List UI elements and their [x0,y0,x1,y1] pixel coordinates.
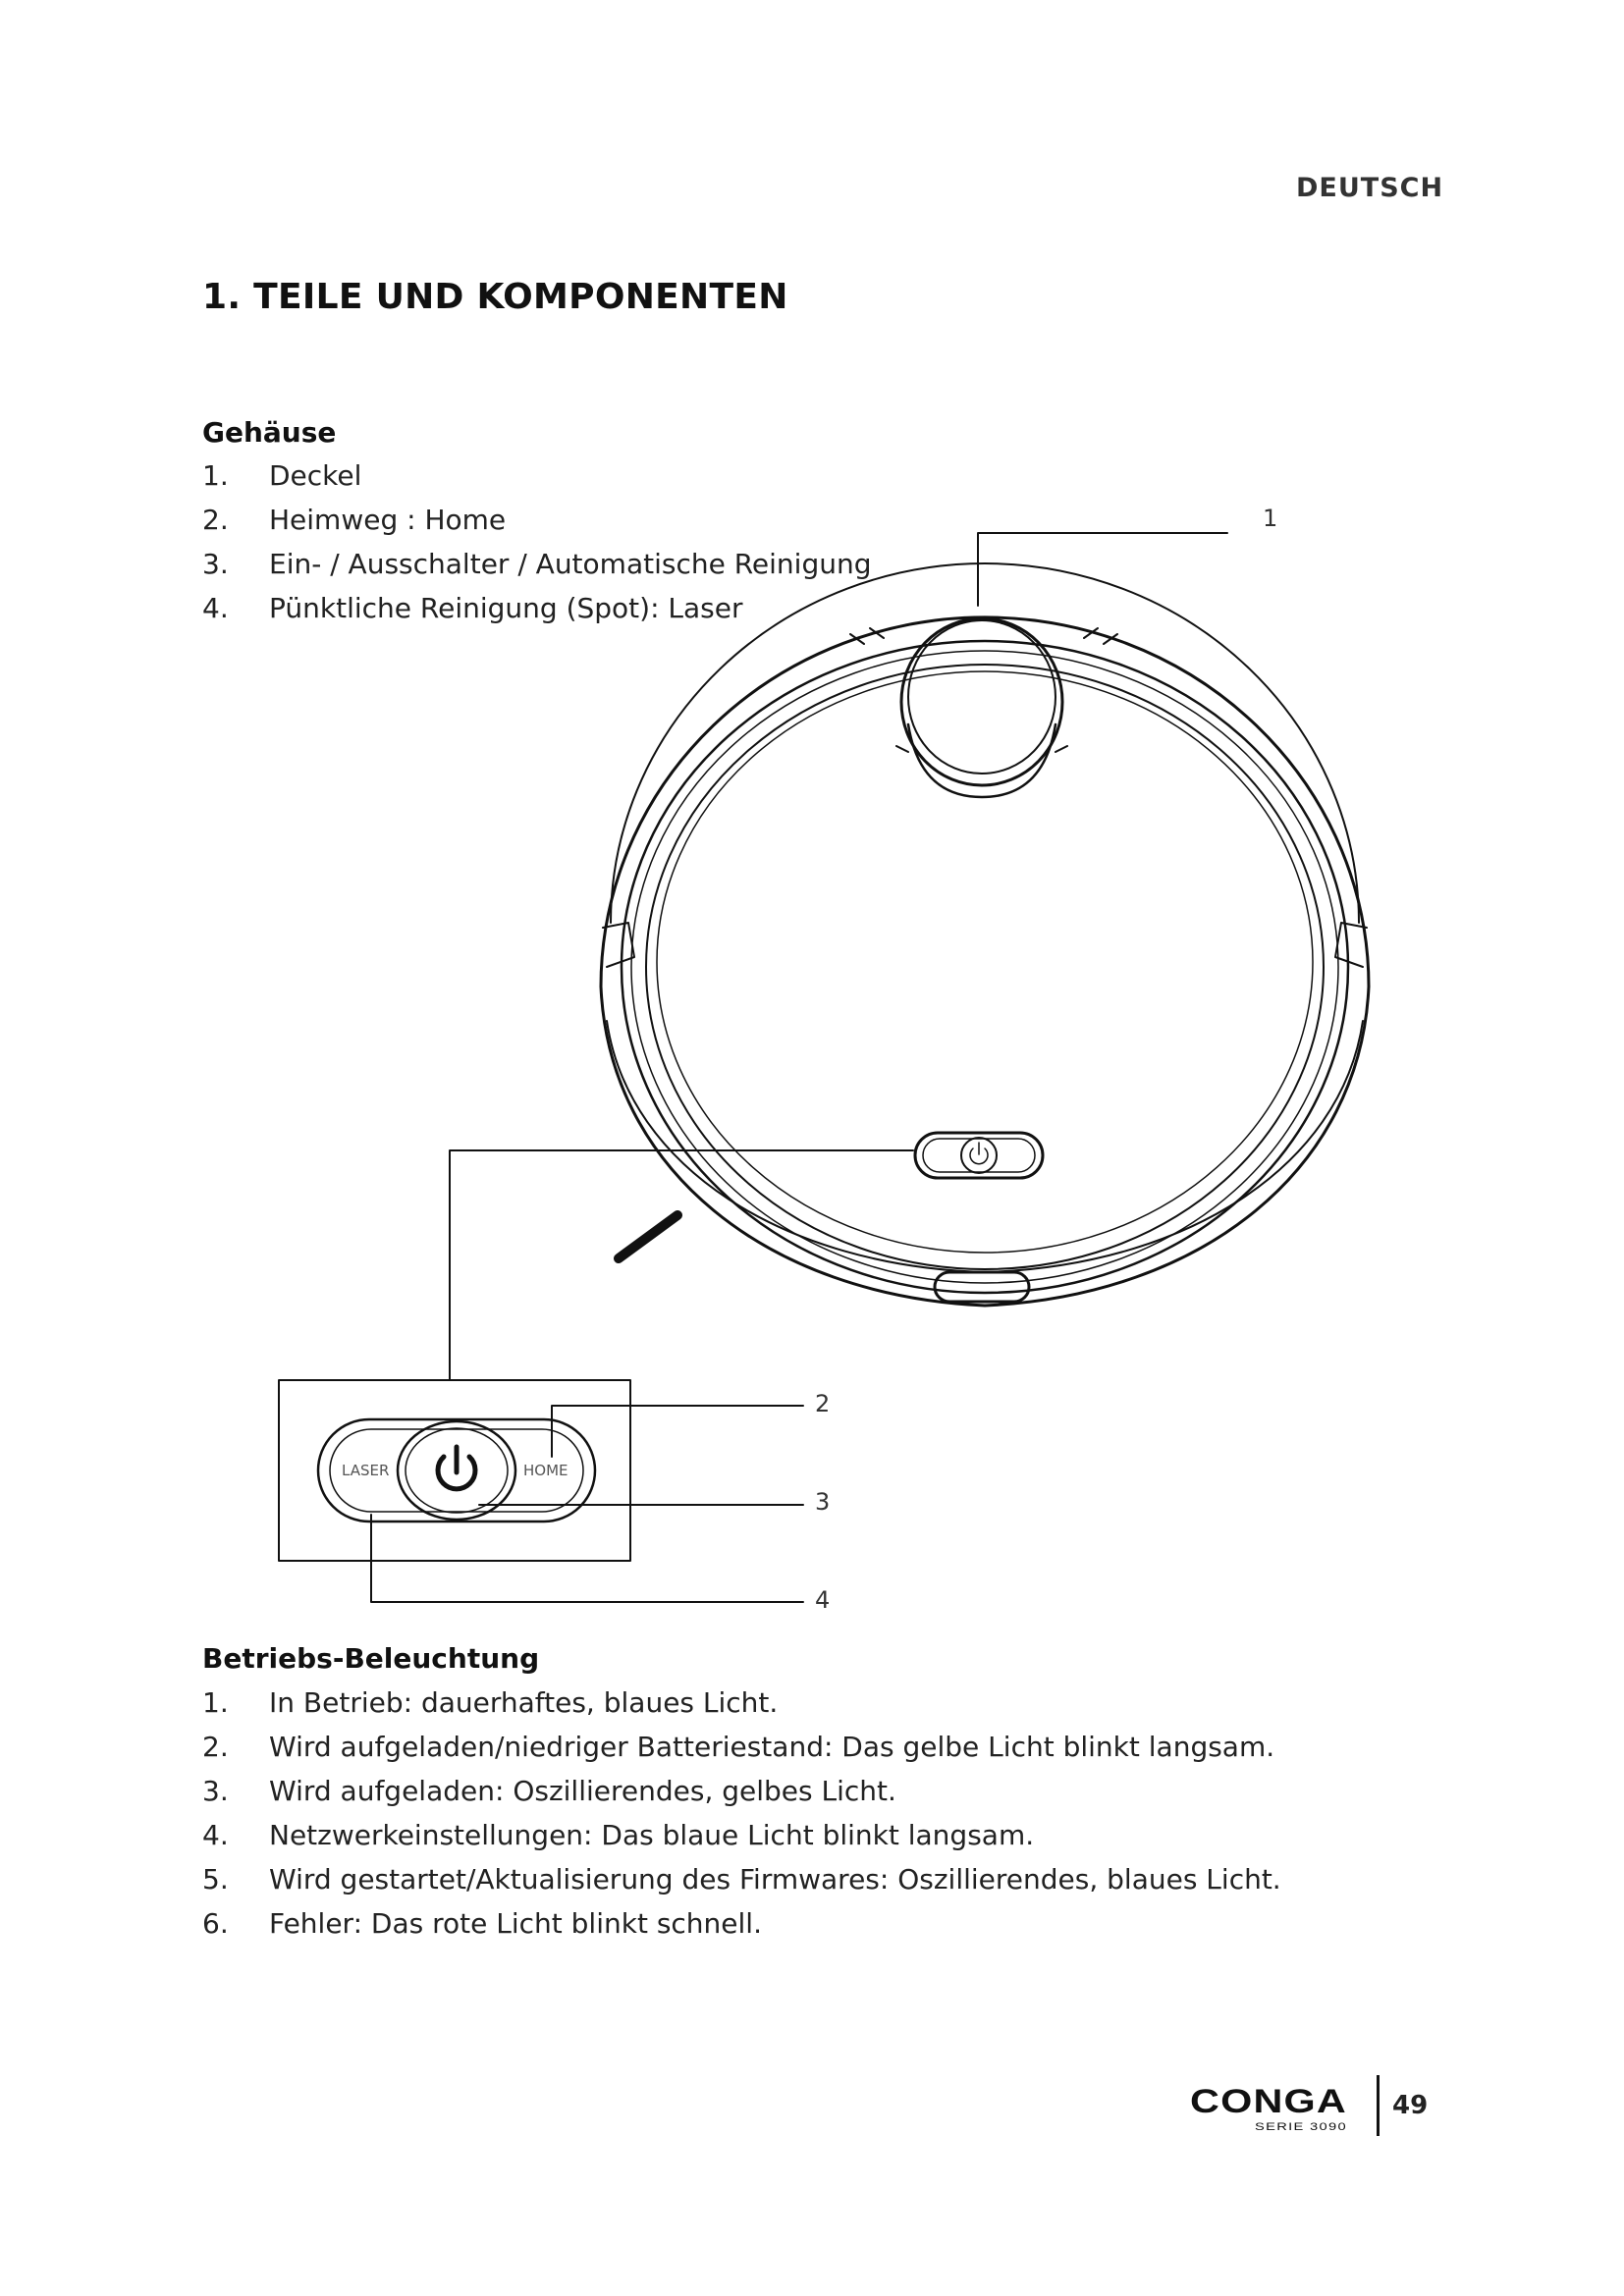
svg-text:SERIE 3090: SERIE 3090 [1255,2121,1347,2133]
svg-text:CONGA: CONGA [1190,2083,1347,2120]
list-item: 4. Netzwerkeinstellungen: Das blaue Licht blinkt langsam. [202,1819,1035,1851]
list-item: 3. Wird aufgeladen: Oszillierendes, gelbes Licht. [202,1775,896,1807]
callout-2: 2 [815,1390,831,1417]
footer-divider [1377,2075,1380,2136]
laser-button-label: LASER [342,1462,390,1479]
list-item: 6. Fehler: Das rote Licht blinkt schnell. [202,1907,762,1940]
lighting-heading: Betriebs-Beleuchtung [202,1642,540,1675]
list-item: 1. Deckel [202,459,362,492]
list-item: 5. Wird gestartet/Aktualisierung des Firmwares: Oszillierendes, blaues Licht. [202,1863,1281,1896]
callout-3: 3 [815,1488,831,1516]
conga-logo [1186,2079,1353,2138]
section-title: 1. TEILE UND KOMPONENTEN [202,277,788,317]
home-button-label: HOME [523,1462,568,1479]
callout-1: 1 [1263,505,1278,532]
callout-4: 4 [815,1586,831,1614]
list-item: 1. In Betrieb: dauerhaftes, blaues Licht. [202,1686,779,1719]
list-item: 2. Heimweg : Home [202,504,507,536]
housing-list [202,454,871,630]
lighting-list [202,1681,1281,1946]
language-label: DEUTSCH [1296,173,1444,203]
list-item: 2. Wird aufgeladen/niedriger Batteriestand: Das gelbe Licht blinkt langsam. [202,1731,1275,1763]
page-number: 49 [1392,2091,1429,2120]
housing-heading: Gehäuse [202,416,337,449]
list-item: 3. Ein- / Ausschalter / Automatische Reinigung [202,548,872,580]
list-item: 4. Pünktliche Reinigung (Spot): Laser [202,592,743,624]
